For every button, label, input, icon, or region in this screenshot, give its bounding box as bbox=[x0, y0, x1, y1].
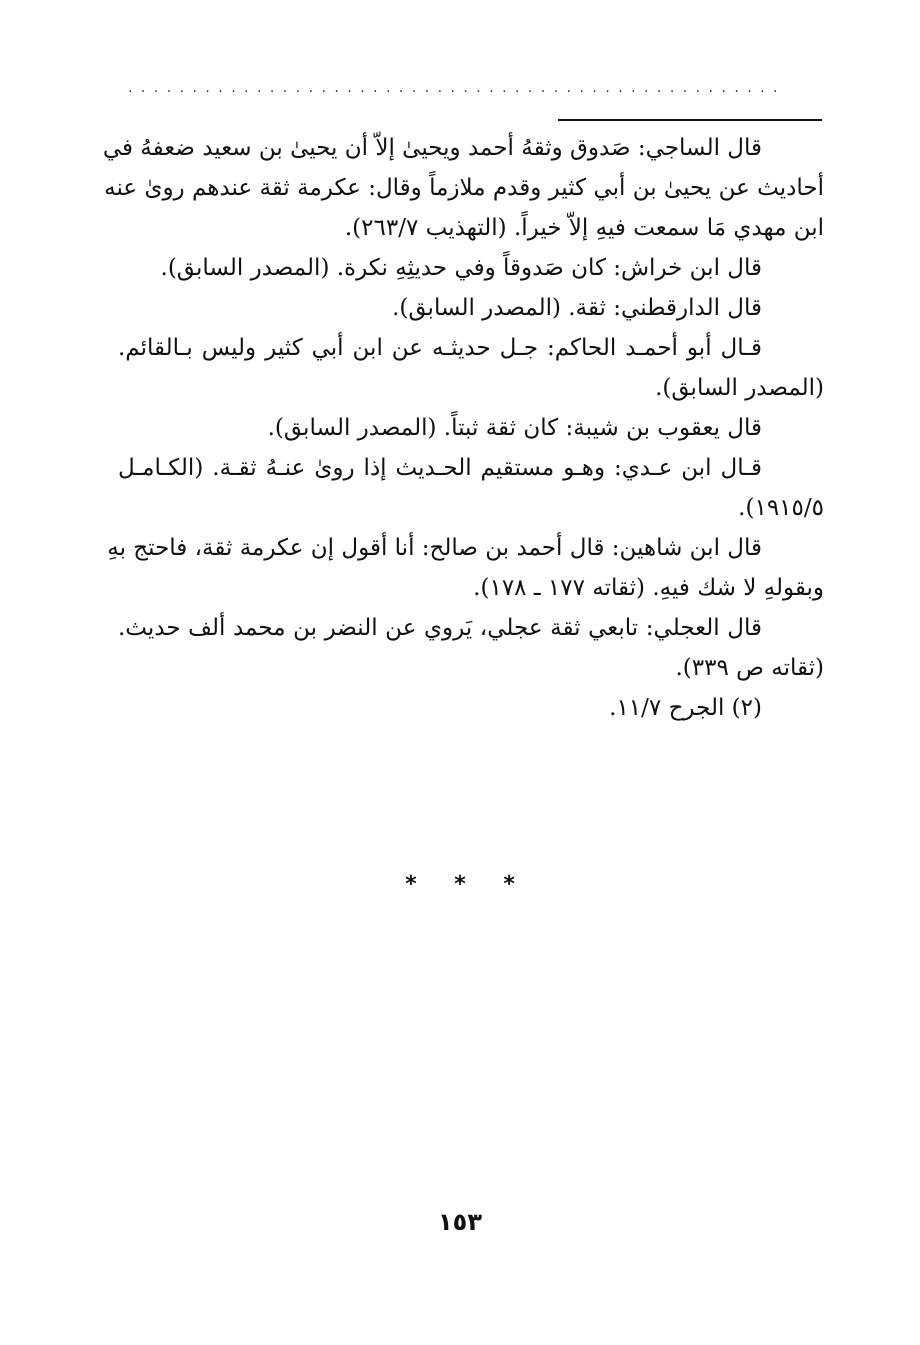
footnote-line: قال ابن شاهين: قال أحمد بن صالح: أنا أقول إن عكرمة ثقة، فاحتج بهِ bbox=[107, 535, 762, 561]
footnote-line: أحاديث عن يحيىٰ بن أبي كثير وقدم ملازماً وقال: عكرمة ثقة عندهم روىٰ عنه bbox=[104, 175, 824, 201]
section-separator-stars: * * * bbox=[405, 872, 515, 897]
footnote-line: قال الدارقطني: ثقة. (المصدر السابق). bbox=[392, 295, 762, 321]
footnote-line: قال يعقوب بن شيبة: كان ثقة ثبتاً. (المصدر السابق). bbox=[267, 415, 762, 441]
footnote-line: قال الساجي: صَدوق وثقهُ أحمد ويحيىٰ إلاّ أن يحيىٰ بن سعيد ضعفهُ في bbox=[102, 135, 762, 161]
footnote-line: قـال ابن عـدي: وهـو مستقيم الحـديث إذا روىٰ عنـهُ ثقـة. (الكـامـل bbox=[118, 455, 762, 481]
dotted-separator: . . . . . . . . . . . . . . . . . . . . . . . . . . . . . . . . . . . . . . . . . . . . . . . . . . . bbox=[128, 80, 780, 96]
footnote-line: (٢) الجرح ١١/٧. bbox=[609, 695, 762, 721]
footnote-line: (المصدر السابق). bbox=[655, 375, 824, 401]
footnotes-block bbox=[102, 128, 824, 728]
footnote-rule bbox=[558, 119, 822, 121]
footnote-line: قال العجلي: تابعي ثقة عجلي، يَروي عن النضر بن محمد ألف حديث. bbox=[118, 615, 762, 641]
footnote-line: ١٩١٥/٥). bbox=[738, 495, 824, 521]
footnote-line: (ثقاته ص ٣٣٩). bbox=[675, 655, 824, 681]
footnote-line: قـال أبو أحمـد الحاكم: جـل حديثـه عن ابن أبي كثير وليس بـالقائم. bbox=[118, 335, 762, 361]
footnote-line: قال ابن خراش: كان صَدوقاً وفي حديثِهِ نكرة. (المصدر السابق). bbox=[160, 255, 762, 281]
footnote-line: ابن مهدي مَا سمعت فيهِ إلاّ خيراً. (التهذيب ٢٦٣/٧). bbox=[344, 215, 824, 241]
footnote-line: وبقولهِ لا شك فيهِ. (ثقاته ١٧٧ ـ ١٧٨). bbox=[473, 575, 824, 601]
page-number: ١٥٣ bbox=[438, 1208, 482, 1236]
